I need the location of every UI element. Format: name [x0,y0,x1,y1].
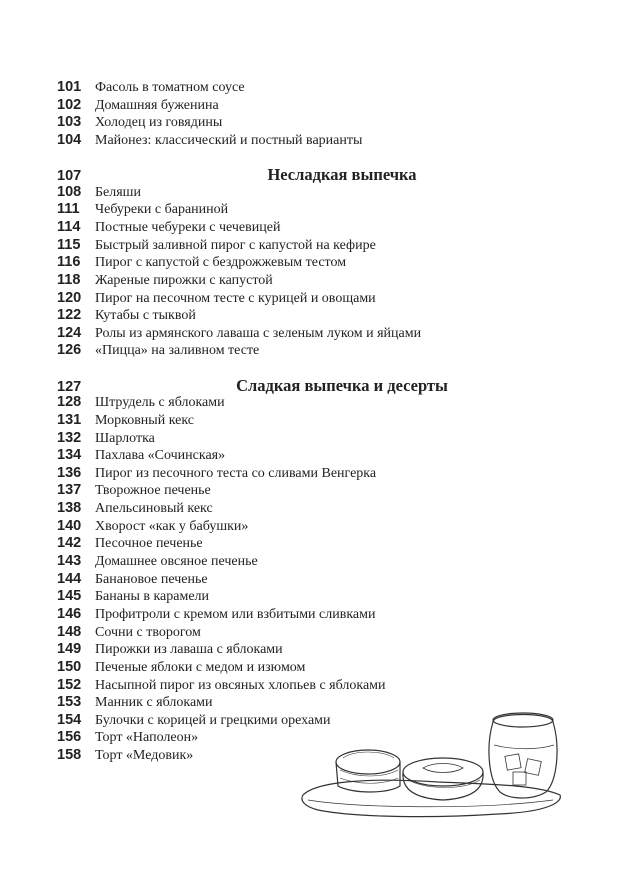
entry-title: «Пицца» на заливном тесте [95,343,260,359]
toc-entry[interactable] [57,412,527,430]
page-number: 156 [57,729,82,746]
entry-title: Бананы в карамели [95,589,210,605]
pastry-illustration [298,700,568,825]
entry-title: Быстрый заливной пирог с капустой на кефире [95,237,376,253]
entry-title: Булочки с корицей и грецкими орехами [95,712,331,728]
page-number: 138 [57,500,82,517]
page-number: 122 [57,307,82,324]
toc-entry[interactable] [57,518,527,536]
entry-title: Пирог на песочном тесте с курицей и овощами [95,290,376,306]
page-number: 126 [57,342,82,359]
toc-entry[interactable] [57,553,527,571]
page-number: 101 [57,79,82,95]
toc-entry[interactable] [57,571,527,589]
toc-entry[interactable] [57,237,527,255]
toc-entry[interactable] [57,219,527,237]
page-number: 128 [57,394,82,411]
toc-section [57,166,527,360]
entry-title: Профитроли с кремом или взбитыми сливками [95,606,376,622]
toc-entry[interactable] [57,114,527,132]
toc-entry[interactable] [57,342,527,360]
toc-entry[interactable] [57,482,527,500]
page-number: 137 [57,482,82,499]
page-number: 142 [57,535,82,552]
entry-title: Майонез: классический и постный варианты [95,132,363,148]
toc-entry[interactable] [57,430,527,448]
toc-entry[interactable] [57,394,527,412]
section-heading[interactable] [57,377,527,395]
toc-entry[interactable] [57,184,527,202]
entry-title: Апельсиновый кекс [95,501,213,517]
section-heading[interactable] [57,166,527,184]
entry-title: Несладкая выпечка [267,165,417,185]
toc-entry[interactable] [57,307,527,325]
page-number: 134 [57,447,82,464]
toc-entry[interactable] [57,659,527,677]
entry-title: Хворост «как у бабушки» [95,518,249,534]
toc-entry[interactable] [57,272,527,290]
table-of-contents [57,79,527,781]
toc-entry[interactable] [57,447,527,465]
page-number: 150 [57,658,82,675]
page-number: 146 [57,605,82,622]
toc-entry[interactable] [57,641,527,659]
entry-title: Кутабы с тыквой [95,308,196,324]
page-number: 140 [57,517,82,534]
entry-title: Пахлава «Сочинская» [95,448,226,464]
page-number: 108 [57,183,82,200]
toc-entry[interactable] [57,132,527,150]
page-number: 124 [57,324,82,341]
entry-title: Ролы из армянского лаваша с зеленым луком и яйцами [95,325,422,341]
toc-entry[interactable] [57,535,527,553]
entry-title: Манник с яблоками [95,695,213,711]
entry-title: Фасоль в томатном соусе [95,80,245,95]
page-number: 145 [57,588,82,605]
entry-title: Пирожки из лаваша с яблоками [95,642,283,658]
entry-title: Домашнее овсяное печенье [95,554,258,570]
entry-title: Чебуреки с бараниной [95,202,229,218]
page-number: 136 [57,464,82,481]
entry-title: Пирог с капустой с бездрожжевым тестом [95,255,347,271]
entry-title: Творожное печенье [95,483,211,499]
toc-entry[interactable] [57,606,527,624]
page-number: 149 [57,641,82,658]
entry-title: Насыпной пирог из овсяных хлопьев с яблоками [95,677,386,693]
page-number: 127 [57,378,82,395]
page-number: 103 [57,114,82,131]
toc-entry[interactable] [57,677,527,695]
page-number: 158 [57,747,82,764]
toc-entry[interactable] [57,325,527,343]
toc-entry[interactable] [57,624,527,642]
toc-entry[interactable] [57,465,527,483]
page-number: 116 [57,254,81,271]
entry-title: Беляши [95,184,141,200]
entry-title: Печеные яблоки с медом и изюмом [95,659,306,675]
page-number: 115 [57,236,81,253]
page-number: 120 [57,289,82,306]
toc-entry[interactable] [57,588,527,606]
toc-entry[interactable] [57,97,527,115]
page-number: 104 [57,131,82,148]
entry-title: Торт «Медовик» [95,748,194,764]
entry-title: Домашняя буженина [95,97,219,113]
entry-title: Шарлотка [95,430,155,446]
entry-title: Песочное печенье [95,536,203,552]
entry-title: Жареные пирожки с капустой [95,272,273,288]
page-number: 144 [57,570,82,587]
page-number: 153 [57,694,82,711]
entry-title: Постные чебуреки с чечевицей [95,219,281,235]
toc-entry[interactable] [57,254,527,272]
page-number: 152 [57,676,82,693]
page-number: 102 [57,96,82,113]
entry-title: Банановое печенье [95,571,208,587]
toc-section [57,79,527,150]
toc-entry[interactable] [57,500,527,518]
toc-entry[interactable] [57,290,527,308]
entry-title: Морковный кекс [95,412,195,428]
entry-title: Сладкая выпечка и десерты [236,375,448,395]
page-number: 111 [57,201,80,218]
page-number: 107 [57,168,82,185]
page-number: 132 [57,429,82,446]
page-number: 114 [57,218,81,235]
entry-title: Сочни с творогом [95,624,201,640]
page-number: 131 [57,411,82,428]
toc-entry[interactable] [57,201,527,219]
entry-title: Пирог из песочного теста со сливами Венгерка [95,465,377,481]
entry-title: Холодец из говядины [95,115,223,131]
toc-entry[interactable] [57,79,527,97]
entry-title: Штрудель с яблоками [95,395,225,411]
entry-title: Торт «Наполеон» [95,730,199,746]
page-number: 143 [57,553,82,570]
page-number: 154 [57,711,82,728]
page-number: 118 [57,271,81,288]
page-number: 148 [57,623,82,640]
